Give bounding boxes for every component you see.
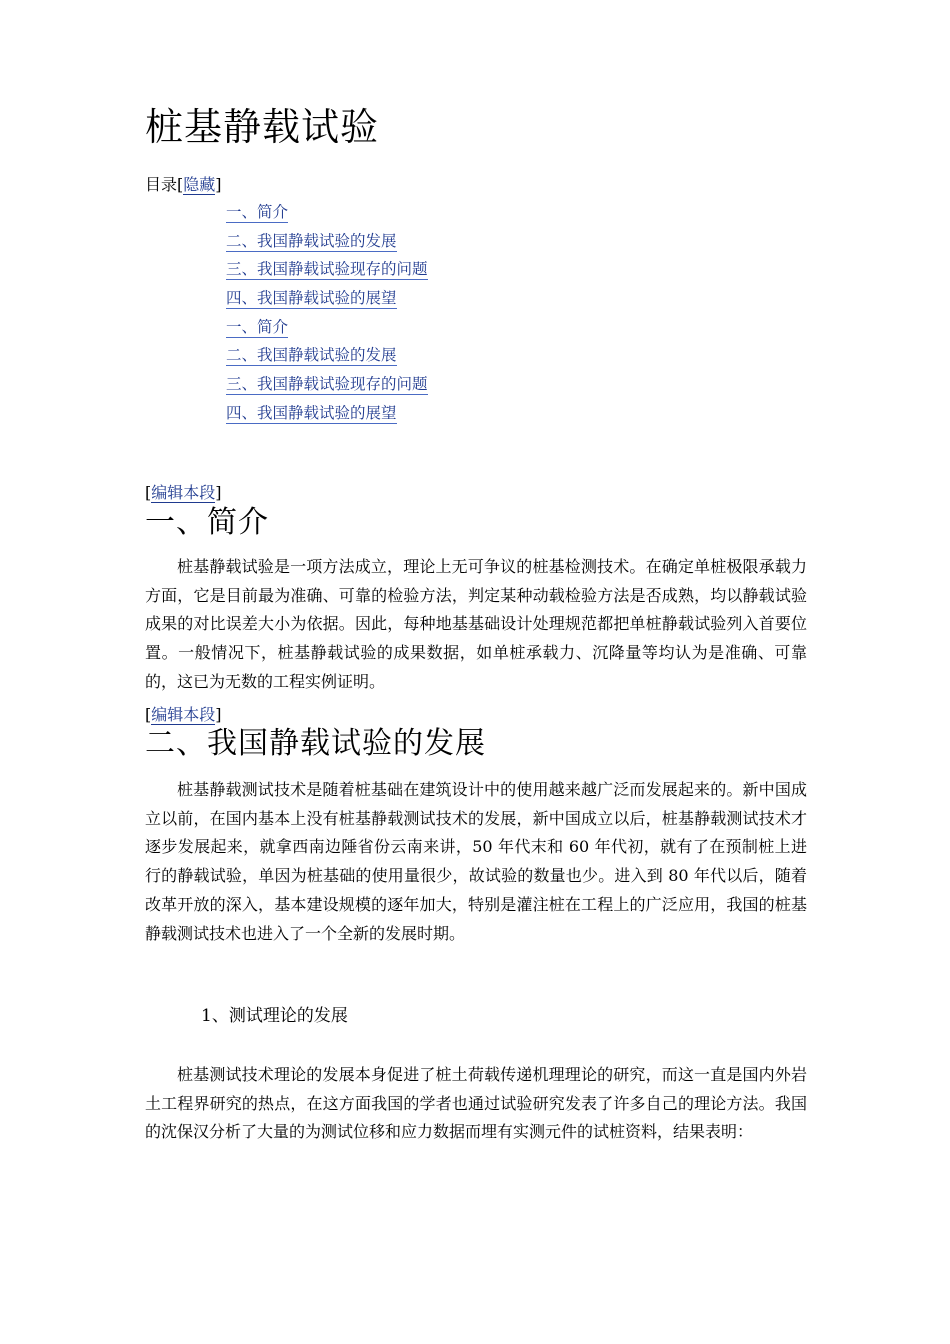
subsection-heading-theory: 1、测试理论的发展 xyxy=(201,1006,348,1026)
toc-header xyxy=(145,172,222,195)
toc-link[interactable]: 二、我国静载试验的发展 xyxy=(226,231,397,250)
toc-item xyxy=(226,343,428,372)
edit-section-2: [编辑本段] xyxy=(145,705,222,724)
toc-link[interactable]: 一、简介 xyxy=(226,203,289,221)
edit-section-1: [编辑本段] xyxy=(145,483,222,502)
section-heading-intro: 一、简介 xyxy=(145,505,269,540)
edit-section-link[interactable]: 编辑本段 xyxy=(151,483,216,502)
toc-link[interactable]: 四、我国静载试验的展望 xyxy=(226,289,397,308)
toc-item xyxy=(226,200,428,229)
toc-hide-link[interactable]: 隐藏 xyxy=(183,175,216,194)
section-paragraph-intro: 桩基静载试验是一项方法成立，理论上无可争议的桩基检测技术。在确定单桩极限承载力方面，它是目前最为准确、可靠的检验方法，判定某种动载检验方法是否成熟，均以静载试验成果的对比误差大小为依据。因此，每种地基基础设计处理规范都把单桩静载试验列入首要位置。一般情况下，桩基静载试验的成果数据，如单桩承载力、沉降量等均认为是准确、可靠的，这已为无数的工程实例证明。 xyxy=(145,557,807,691)
toc-link[interactable]: 四、我国静载试验的展望 xyxy=(226,403,397,422)
subsection-paragraph-theory: 桩基测试技术理论的发展本身促进了桩土荷载传递机理理论的研究，而这一直是国内外岩土工程界研究的热点，在这方面我国的学者也通过试验研究发表了许多自己的理论方法。我国的沈保汉分析了大量的为测试位移和应力数据而埋有实测元件的试桩资料，结果表明： xyxy=(145,1065,807,1142)
page-title: 桩基静载试验 xyxy=(145,105,380,149)
edit-section-link[interactable]: 编辑本段 xyxy=(151,705,216,724)
toc-link[interactable]: 一、简介 xyxy=(226,317,289,336)
toc-link[interactable]: 三、我国静载试验现存的问题 xyxy=(226,375,428,394)
toc-item xyxy=(226,372,428,401)
toc-item xyxy=(226,286,428,315)
toc-label: 目录[ xyxy=(145,175,184,194)
toc-item xyxy=(226,315,428,344)
toc-link[interactable]: 三、我国静载试验现存的问题 xyxy=(226,260,428,279)
section-paragraph-development: 桩基静载测试技术是随着桩基础在建筑设计中的使用越来越广泛而发展起来的。新中国成立以前，在国内基本上没有桩基静载测试技术的发展，新中国成立以后，桩基静载测试技术才逐步发展起来，就拿西南边陲省份云南来讲，50 年代末和 60 年代初，就有了在预制桩上进行的静载试验，单因为桩基础的使用量很少，故试验的数量也少。进入到 80 年代以后，随着改革开放的深入，基本建设规模的逐年加大，特别是灌注桩在工程上的广泛应用，我国的桩基静载测试技术也进入了一个全新的发展时期。 xyxy=(145,780,807,943)
toc-item xyxy=(226,401,428,430)
toc-link[interactable]: 二、我国静载试验的发展 xyxy=(226,346,397,365)
table-of-contents xyxy=(226,200,428,430)
section-heading-development: 二、我国静载试验的发展 xyxy=(145,726,486,761)
toc-item xyxy=(226,229,428,258)
toc-close-bracket: ] xyxy=(215,175,222,194)
toc-item xyxy=(226,257,428,286)
